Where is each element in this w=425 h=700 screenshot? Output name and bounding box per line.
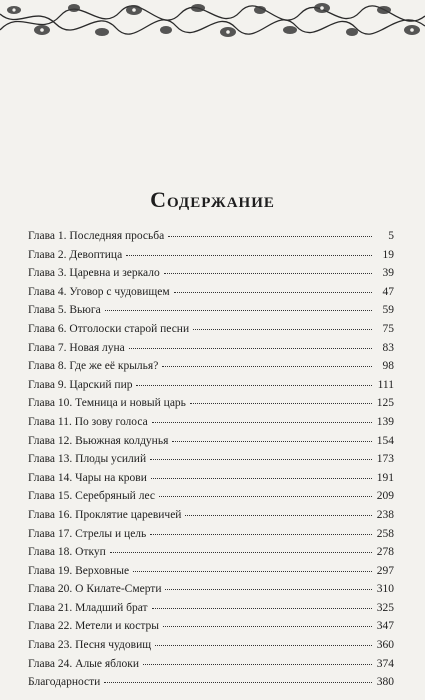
dot-leader xyxy=(136,373,372,386)
dot-leader xyxy=(162,354,372,367)
toc-entry-title: Глава 20. О Килате-Смерти xyxy=(28,583,162,596)
toc-entry-page: 310 xyxy=(376,583,394,596)
toc-entry-title: Глава 7. Новая луна xyxy=(28,341,125,354)
dot-leader xyxy=(159,484,372,497)
dot-leader xyxy=(152,596,372,609)
toc-entry-page: 139 xyxy=(376,415,394,428)
toc-entry-title: Глава 6. Отголоски старой песни xyxy=(28,322,190,335)
dot-leader xyxy=(168,224,372,237)
dot-leader xyxy=(185,503,372,516)
toc-entry-page: 125 xyxy=(376,397,394,410)
toc-entry-page: 173 xyxy=(376,453,394,466)
toc-entry-title: Глава 16. Проклятие царевичей xyxy=(28,508,182,521)
dot-leader xyxy=(193,317,372,330)
toc-entry-page: 98 xyxy=(382,360,394,373)
toc-entry-title: Глава 8. Где же её крылья? xyxy=(28,360,159,373)
bleed-through-text-bottom xyxy=(16,672,409,696)
dot-leader xyxy=(150,447,372,460)
toc-entry-page: 209 xyxy=(376,490,394,503)
toc-entry-page: 297 xyxy=(376,564,394,577)
toc-entry-title: Глава 11. По зову голоса xyxy=(28,415,148,428)
dot-leader xyxy=(129,336,372,349)
dot-leader xyxy=(190,391,372,404)
toc-entry-page: 191 xyxy=(376,471,394,484)
toc-entry-page: 19 xyxy=(382,248,394,261)
toc-entry-title: Глава 22. Метели и костры xyxy=(28,620,160,633)
dot-leader xyxy=(164,261,372,274)
toc-entry-page: 278 xyxy=(376,546,394,559)
dot-leader xyxy=(165,577,372,590)
dot-leader xyxy=(152,410,372,423)
toc-entry-title: Глава 2. Девоптица xyxy=(28,248,123,261)
toc-entry-title: Глава 3. Царевна и зеркало xyxy=(28,267,160,280)
toc-entry-title: Глава 12. Вьюжная колдунья xyxy=(28,434,169,447)
toc-entry-title: Глава 15. Серебряный лес xyxy=(28,490,155,503)
toc-entry-page: 238 xyxy=(376,508,394,521)
toc-entry-title: Глава 5. Вьюга xyxy=(28,304,101,317)
dot-leader xyxy=(133,559,372,572)
toc-entry-page: 111 xyxy=(377,378,394,391)
toc-entry-title: Глава 19. Верховные xyxy=(28,564,130,577)
toc-entry-page: 325 xyxy=(376,601,394,614)
page-title: Содержание xyxy=(150,187,275,212)
toc-entry-page: 360 xyxy=(376,639,394,652)
floral-ornament-border xyxy=(0,0,425,44)
dot-leader xyxy=(172,429,372,442)
dot-leader xyxy=(150,522,372,535)
toc-entry-page: 374 xyxy=(376,657,394,670)
toc-entry-title: Глава 23. Песня чудовищ xyxy=(28,639,152,652)
toc-entry-page: 39 xyxy=(382,267,394,280)
dot-leader xyxy=(163,614,372,627)
toc-entry-page: 380 xyxy=(376,676,394,689)
toc-entry-page: 5 xyxy=(388,230,394,242)
toc-entry-page: 258 xyxy=(376,527,394,540)
toc-entry-title: Глава 13. Плоды усилий xyxy=(28,453,147,466)
dot-leader xyxy=(143,652,372,665)
toc-entry-title: Глава 17. Стрелы и цель xyxy=(28,527,147,540)
dot-leader xyxy=(174,280,372,293)
toc-entry-page: 154 xyxy=(376,434,394,447)
toc-entry-title: Глава 21. Младший брат xyxy=(28,601,148,614)
toc-entry-page: 347 xyxy=(376,620,394,633)
toc-entry-title: Глава 9. Царский пир xyxy=(28,378,133,391)
toc-entry-title: Глава 4. Уговор с чудовищем xyxy=(28,285,170,298)
table-of-contents xyxy=(28,226,394,691)
dot-leader xyxy=(151,466,372,479)
toc-entry-title: Глава 24. Алые яблоки xyxy=(28,657,139,670)
toc-entry-title: Глава 18. Откуп xyxy=(28,546,106,559)
toc-entry-page: 59 xyxy=(382,304,394,317)
toc-entry-title: Глава 10. Темница и новый царь xyxy=(28,397,186,410)
toc-entry-title: Благодарности xyxy=(28,676,101,689)
toc-entry-page: 75 xyxy=(382,322,394,335)
toc-entry-page: 83 xyxy=(382,341,394,354)
dot-leader xyxy=(110,540,372,553)
toc-entry-title: Глава 1. Последняя просьба xyxy=(28,230,165,242)
dot-leader xyxy=(126,243,372,256)
dot-leader xyxy=(105,298,372,311)
toc-entry-page: 47 xyxy=(382,285,394,298)
toc-entry-title: Глава 14. Чары на крови xyxy=(28,471,147,484)
dot-leader xyxy=(155,633,372,646)
